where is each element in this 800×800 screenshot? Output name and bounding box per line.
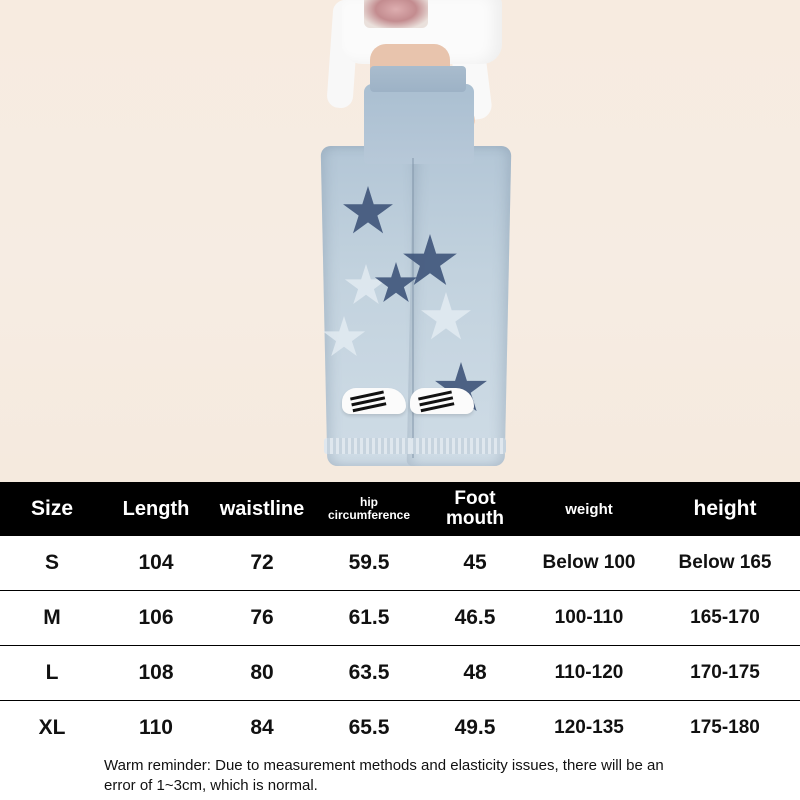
cell-hip: 61.5 (316, 591, 422, 646)
warm-reminder-line-2: error of 1~3cm, which is normal. (104, 777, 318, 795)
cell-size: M (0, 591, 104, 646)
cell-height: 165-170 (650, 591, 800, 646)
cell-height: 170-175 (650, 646, 800, 701)
warm-reminder-note (0, 752, 800, 800)
jeans-right-leg (407, 146, 512, 466)
cell-waistline: 84 (250, 716, 274, 739)
warm-reminder-line-1: Warm reminder: Due to measurement methods and elasticity issues, there will be an (104, 757, 664, 774)
column-header-foot-mouth: Foot mouth (422, 482, 528, 536)
table-row (0, 701, 800, 756)
column-header-height: height (650, 482, 800, 536)
cell-size: XL (38, 716, 66, 739)
cell-weight: Below 100 (528, 536, 650, 591)
table-row (0, 591, 800, 646)
table-row (0, 536, 800, 591)
cell-waistline: 72 (208, 536, 316, 591)
cell-size: S (0, 536, 104, 591)
cell-weight: 120-135 (554, 717, 624, 738)
cell-length: 106 (104, 591, 208, 646)
sneaker-stripes-icon (418, 390, 452, 400)
cell-weight: 110-120 (528, 646, 650, 701)
cell-hip: 63.5 (316, 646, 422, 701)
cell-waistline: 76 (208, 591, 316, 646)
cell-weight: 100-110 (528, 591, 650, 646)
cell-hip: 65.5 (348, 716, 390, 739)
cell-height: 175-180 (690, 717, 760, 738)
cell-size: L (0, 646, 104, 701)
size-table-wrapper (0, 482, 800, 755)
cell-waistline: 80 (208, 646, 316, 701)
cell-length: 110 (139, 716, 173, 739)
left-sneaker (342, 388, 406, 414)
column-header-waistline: waistline (208, 482, 316, 536)
table-header-row (0, 482, 800, 536)
cell-foot: 45 (422, 536, 528, 591)
jeans-waistband (370, 66, 466, 92)
cell-height: Below 165 (650, 536, 800, 591)
cell-hip: 59.5 (316, 536, 422, 591)
column-header-length: Length (104, 482, 208, 536)
column-header-hip-circumference: hip circumference (316, 482, 422, 536)
right-sneaker (410, 388, 474, 414)
jeans-left-hem (324, 438, 420, 454)
cell-foot: 46.5 (422, 591, 528, 646)
size-table (0, 482, 800, 755)
jeans-hip (364, 84, 474, 164)
sneaker-stripes-icon (350, 390, 384, 400)
top-graphic-print (364, 0, 428, 28)
cell-length: 104 (104, 536, 208, 591)
cell-foot: 49.5 (454, 716, 496, 739)
table-row (0, 646, 800, 701)
column-header-size: Size (0, 482, 104, 536)
jeans-right-hem (410, 438, 506, 454)
cell-length: 108 (104, 646, 208, 701)
column-header-weight: weight (528, 482, 650, 536)
cell-foot: 48 (422, 646, 528, 701)
